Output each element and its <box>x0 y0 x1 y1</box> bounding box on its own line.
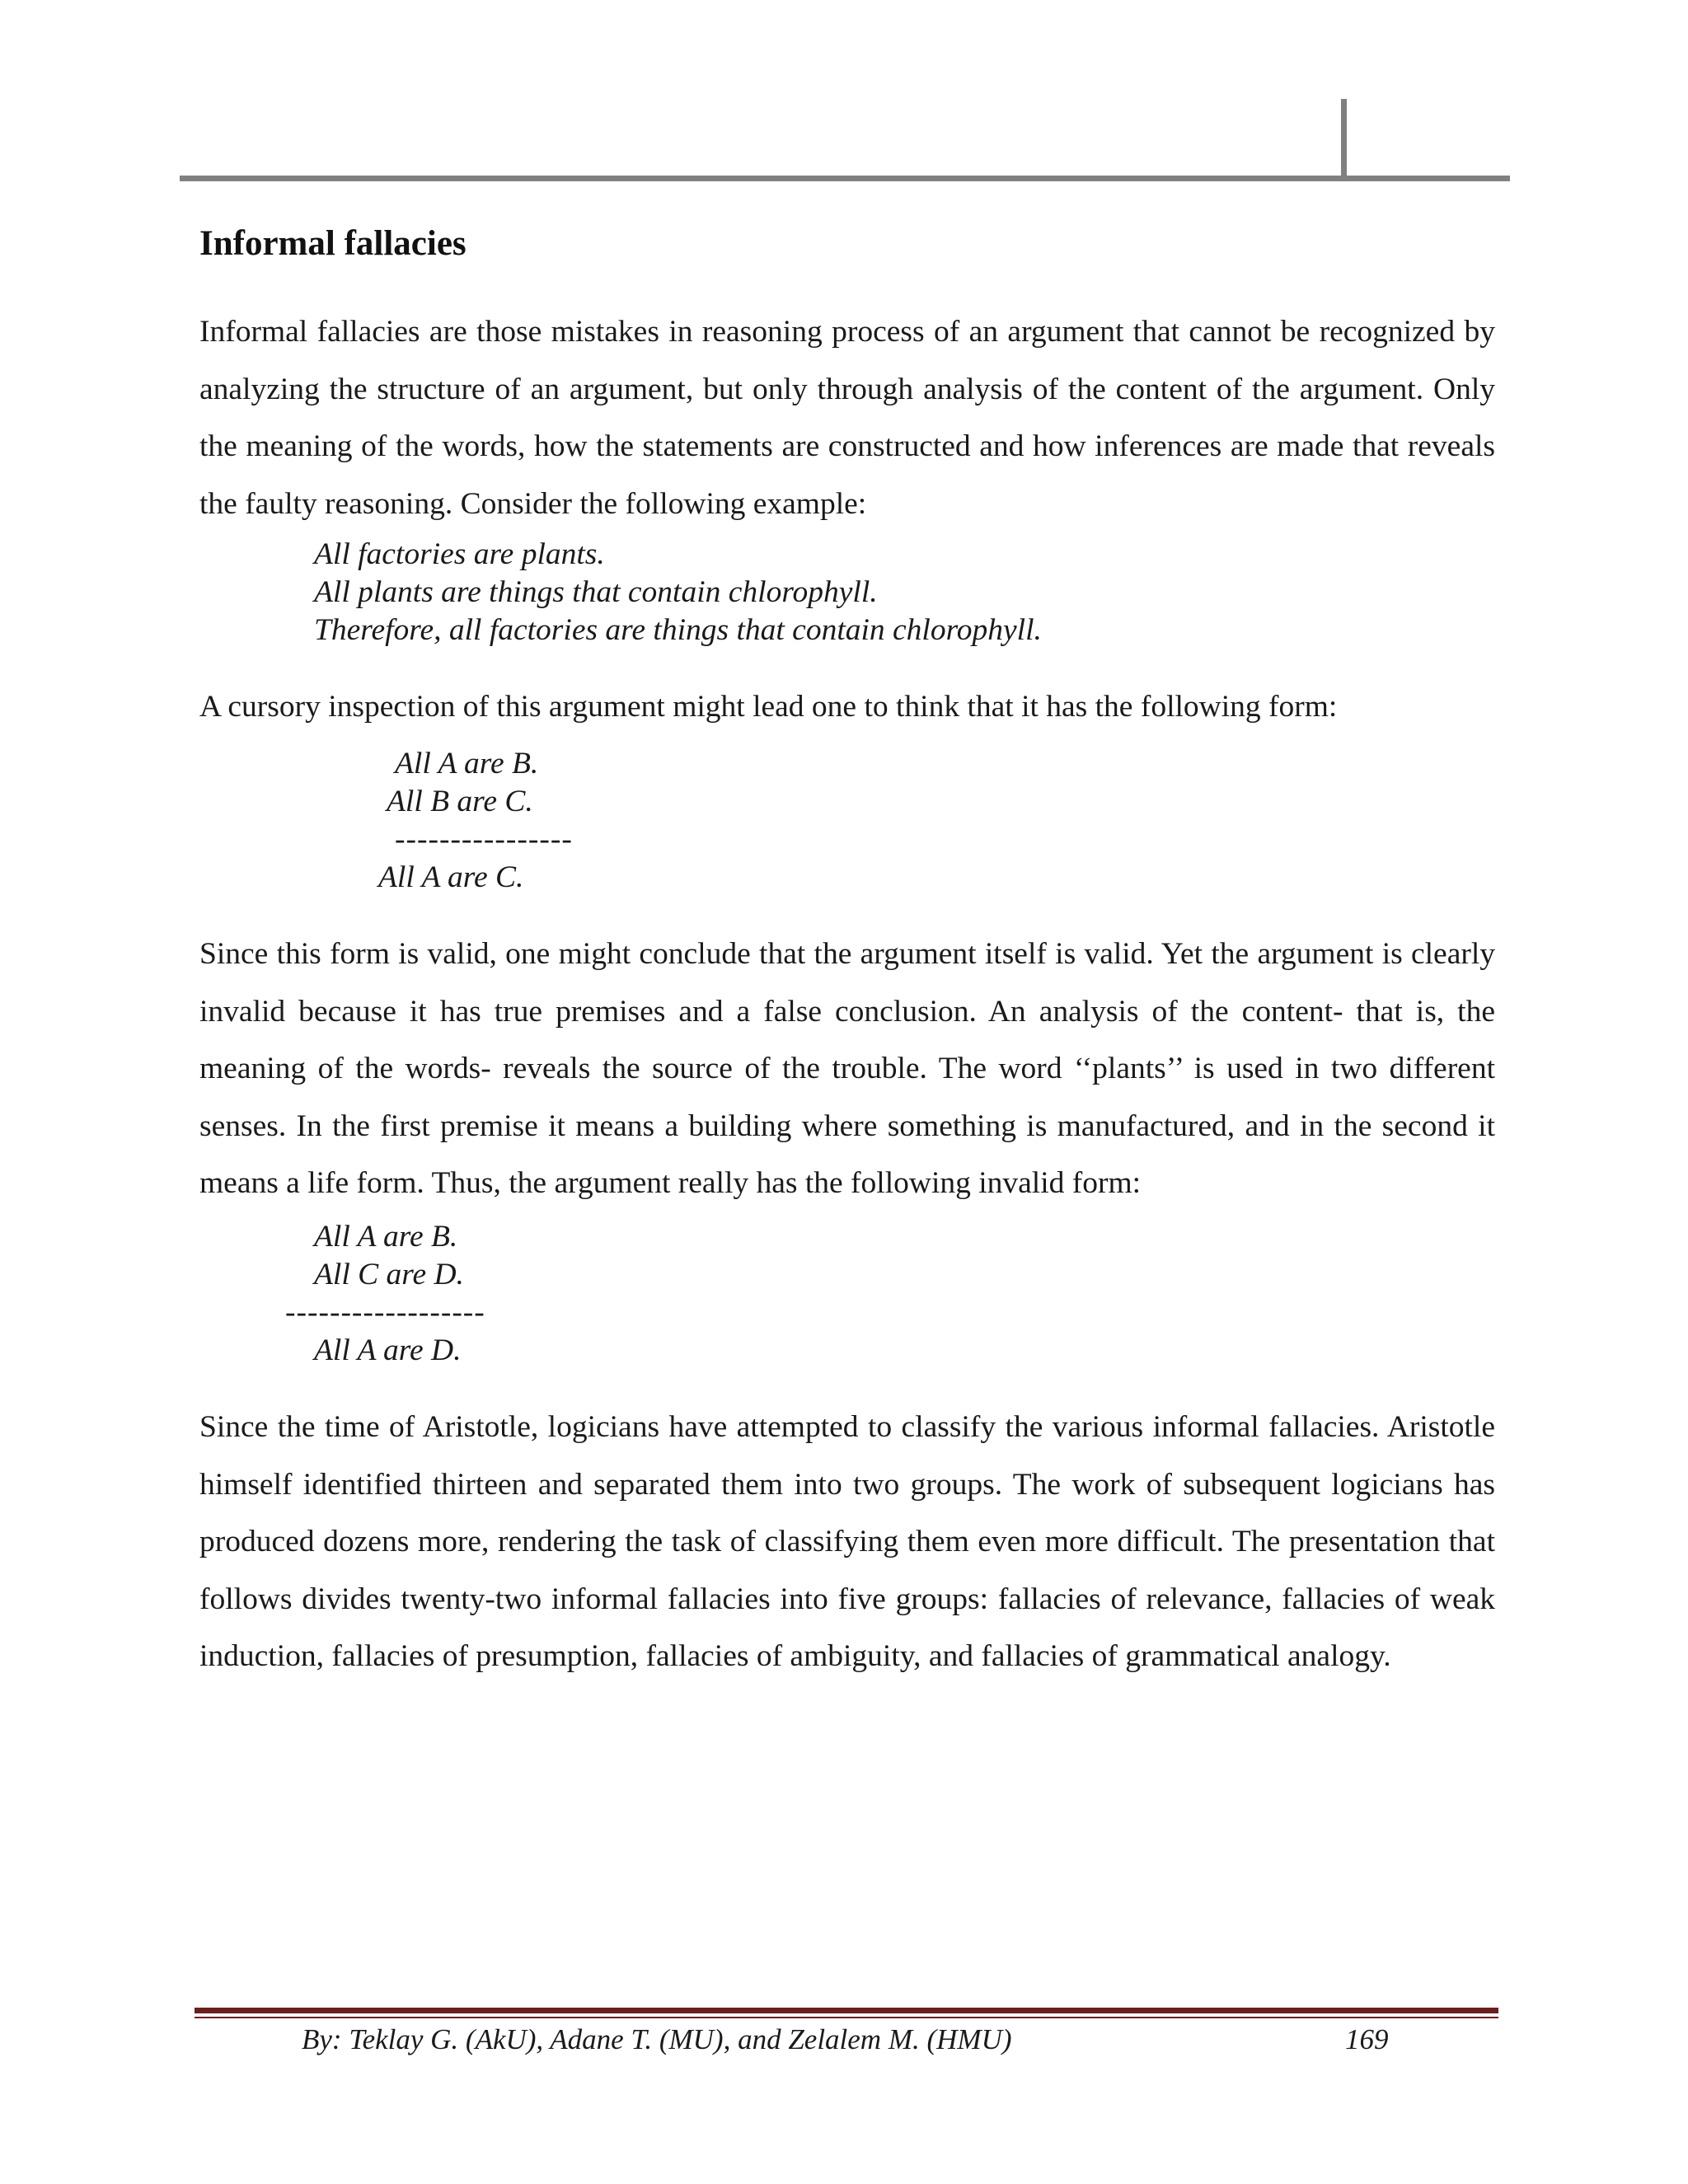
intro-paragraph: Informal fallacies are those mistakes in reasoning process of an argument that cannot be recognized by analyzing the structure of an argument, but only through analysis of the content of the argument. Only the meaning of the words, how the statements are constructed and how inferences are made that reveals the faulty reasoning. Consider the following example: <box>199 315 1495 521</box>
classification-paragraph: Since the time of Aristotle, logicians have attempted to classify the various informal fallacies. Aristotle himself identified thirteen and separated them into two groups. The work of subsequent logicians has produced dozens more, rendering the task of classifying them even more difficult. The presentation that follows divides twenty-two informal fallacies into five groups: fallacies of relevance, fallacies of weak induction, fallacies of presumption, fallacies of ambiguity, and fallacies of grammatical analogy. <box>199 1410 1495 1673</box>
header-rule <box>180 176 1510 181</box>
analysis-paragraph: Since this form is valid, one might conclude that the argument itself is valid. Yet the argument is clearly invalid because it has true premises and a false conclusion. An analysis of the content- that is, the meaning of the words- reveals the source of the trouble. The word ‘‘plants’’ is used in two different senses. In the first premise it means a building where something is manufactured, and in the second it means a life form. Thus, the argument really has the following invalid form: <box>199 937 1495 1200</box>
invalid-form-conclusion: All A are D. <box>314 1333 462 1367</box>
invalid-form-premise-2: All C are D. <box>314 1258 464 1291</box>
footer-rule-thick <box>195 2008 1498 2013</box>
apparent-form-conclusion: All A are C. <box>378 860 524 894</box>
invalid-form-premise-1: All A are B. <box>314 1220 458 1254</box>
apparent-form-separator: ---------------- <box>395 823 573 856</box>
footer-authors: By: Teklay G. (AkU), Adane T. (MU), and Zelalem M. (HMU) <box>302 2023 1012 2055</box>
page-number: 169 <box>1345 2023 1389 2055</box>
footer-rule-thin <box>195 2017 1498 2018</box>
example-premise-1: All factories are plants. <box>314 537 605 571</box>
section-heading: Informal fallacies <box>199 224 467 263</box>
cursory-inspection-paragraph: A cursory inspection of this argument might lead one to think that it has the following form: <box>199 690 1338 724</box>
invalid-form-separator: ------------------ <box>285 1296 485 1329</box>
apparent-form-premise-1: All A are B. <box>395 747 539 780</box>
example-premise-2: All plants are things that contain chlorophyll. <box>314 575 878 609</box>
apparent-form-premise-2: All B are C. <box>387 785 533 818</box>
header-tick-mark <box>1341 99 1347 179</box>
example-conclusion: Therefore, all factories are things that contain chlorophyll. <box>314 613 1042 647</box>
